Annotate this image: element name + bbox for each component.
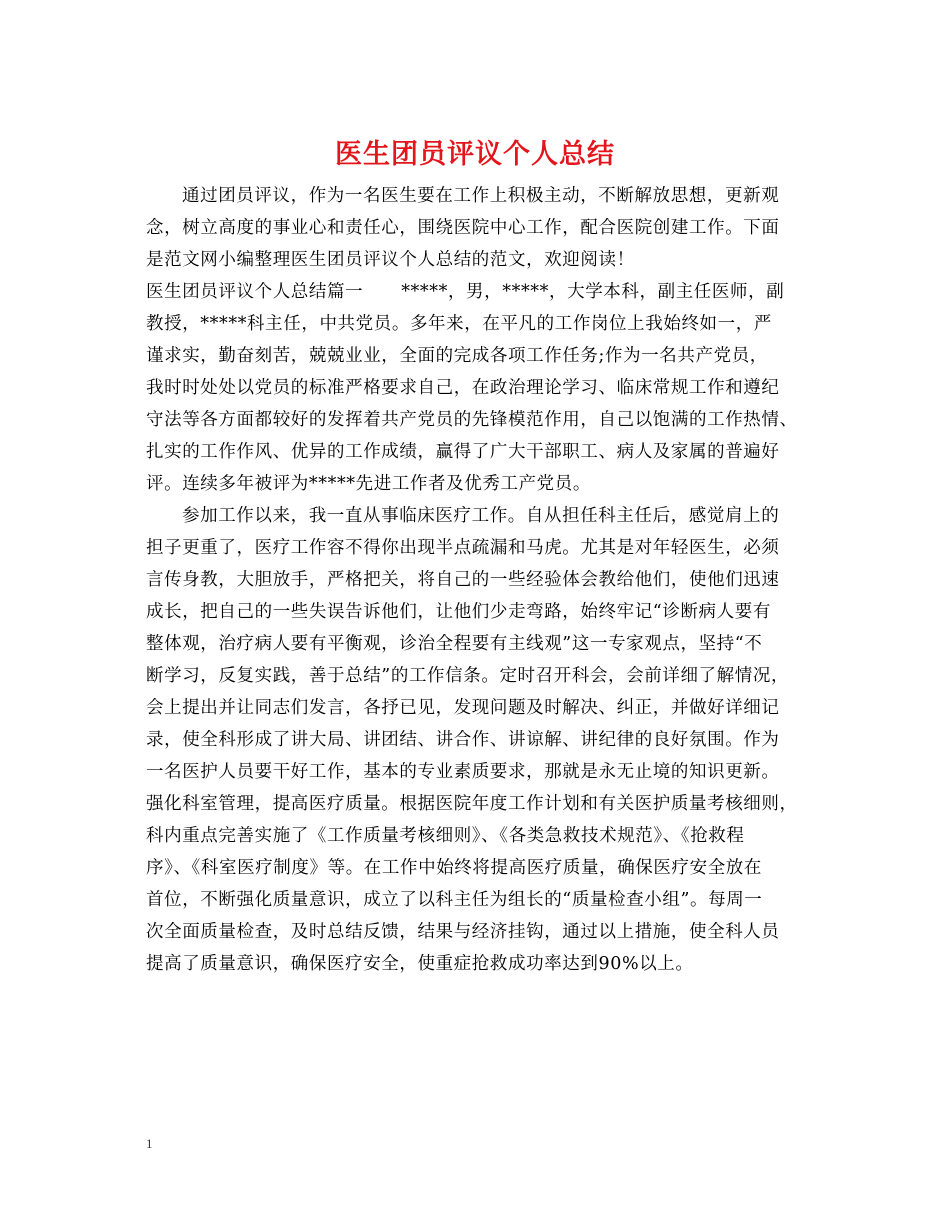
text-line: 教授，*****科主任，中共党员。多年来，在平凡的工作岗位上我始终如一，严 bbox=[146, 314, 772, 334]
text-line: 扎实的工作作风、优异的工作成绩，赢得了广大干部职工、病人及家属的普遍好 bbox=[146, 442, 780, 462]
text-line: 念，树立高度的事业心和责任心，围绕医院中心工作，配合医院创建工作。下面 bbox=[146, 218, 780, 238]
text-line: 成长，把自己的一些失误告诉他们，让他们少走弯路，始终牢记“诊断病人要有 bbox=[146, 602, 771, 622]
text-line: 提高了质量意识，确保医疗安全，使重症抢救成功率达到90%以上。 bbox=[146, 954, 694, 974]
text-line: 序》、《科室医疗制度》等。在工作中始终将提高医疗质量，确保医疗安全放在 bbox=[146, 858, 762, 878]
text-line: 一名医护人员要干好工作，基本的专业素质要求，那就是永无止境的知识更新。 bbox=[146, 762, 780, 782]
text-line: 通过团员评议，作为一名医生要在工作上积极主动，不断解放思想，更新观 bbox=[182, 186, 780, 206]
text-line: 参加工作以来，我一直从事临床医疗工作。自从担任科主任后，感觉肩上的 bbox=[182, 506, 780, 526]
text-fragment: *****，男，*****，大学本科，副主任医师，副 bbox=[401, 282, 785, 302]
text-line: 谨求实，勤奋刻苦，兢兢业业，全面的完成各项工作任务;作为一名共产党员， bbox=[146, 346, 768, 366]
text-line: 首位，不断强化质量意识，成立了以科主任为组长的“质量检查小组”。每周一 bbox=[146, 890, 763, 910]
text-line: 整体观，治疗病人要有平衡观，诊治全程要有主线观”这一专家观点，坚持“不 bbox=[146, 634, 763, 654]
text-line: 强化科室管理，提高医疗质量。根据医院年度工作计划和有关医护质量考核细则， bbox=[146, 794, 798, 814]
text-line: 会上提出并让同志们发言，各抒已见，发现问题及时解决、纠正，并做好详细记 bbox=[146, 698, 780, 718]
text-line: 我时时处处以党员的标准严格要求自己，在政治理论学习、临床常规工作和遵纪 bbox=[146, 378, 780, 398]
text-line: 科内重点完善实施了《工作质量考核细则》、《各类急救技术规范》、《抢救程 bbox=[146, 826, 745, 846]
text-line: 担子更重了，医疗工作容不得你出现半点疏漏和马虎。尤其是对年轻医生，必须 bbox=[146, 538, 780, 558]
section-heading-line bbox=[146, 280, 784, 304]
section-heading: 医生团员评议个人总结篇一 bbox=[146, 282, 364, 302]
page-number: 1 bbox=[146, 1136, 153, 1151]
text-line: 守法等各方面都较好的发挥着共产党员的先锋模范作用，自己以饱满的工作热情、 bbox=[146, 410, 798, 430]
text-line: 评。连续多年被评为*****先进工作者及优秀工产党员。 bbox=[146, 474, 591, 494]
text-line: 是范文网小编整理医生团员评议个人总结的范文，欢迎阅读！ bbox=[146, 250, 635, 270]
text-line: 次全面质量检查，及时总结反馈，结果与经济挂钩，通过以上措施，使全科人员 bbox=[146, 922, 780, 942]
text-line: 断学习，反复实践，善于总结”的工作信条。定时召开科会，会前详细了解情况， bbox=[146, 666, 790, 686]
document-title: 医生团员评议个人总结 bbox=[335, 139, 615, 170]
text-line: 录，使全科形成了讲大局、讲团结、讲合作、讲谅解、讲纪律的良好氛围。作为 bbox=[146, 730, 780, 750]
text-line: 言传身教，大胆放手，严格把关，将自己的一些经验体会教给他们，使他们迅速 bbox=[146, 570, 780, 590]
